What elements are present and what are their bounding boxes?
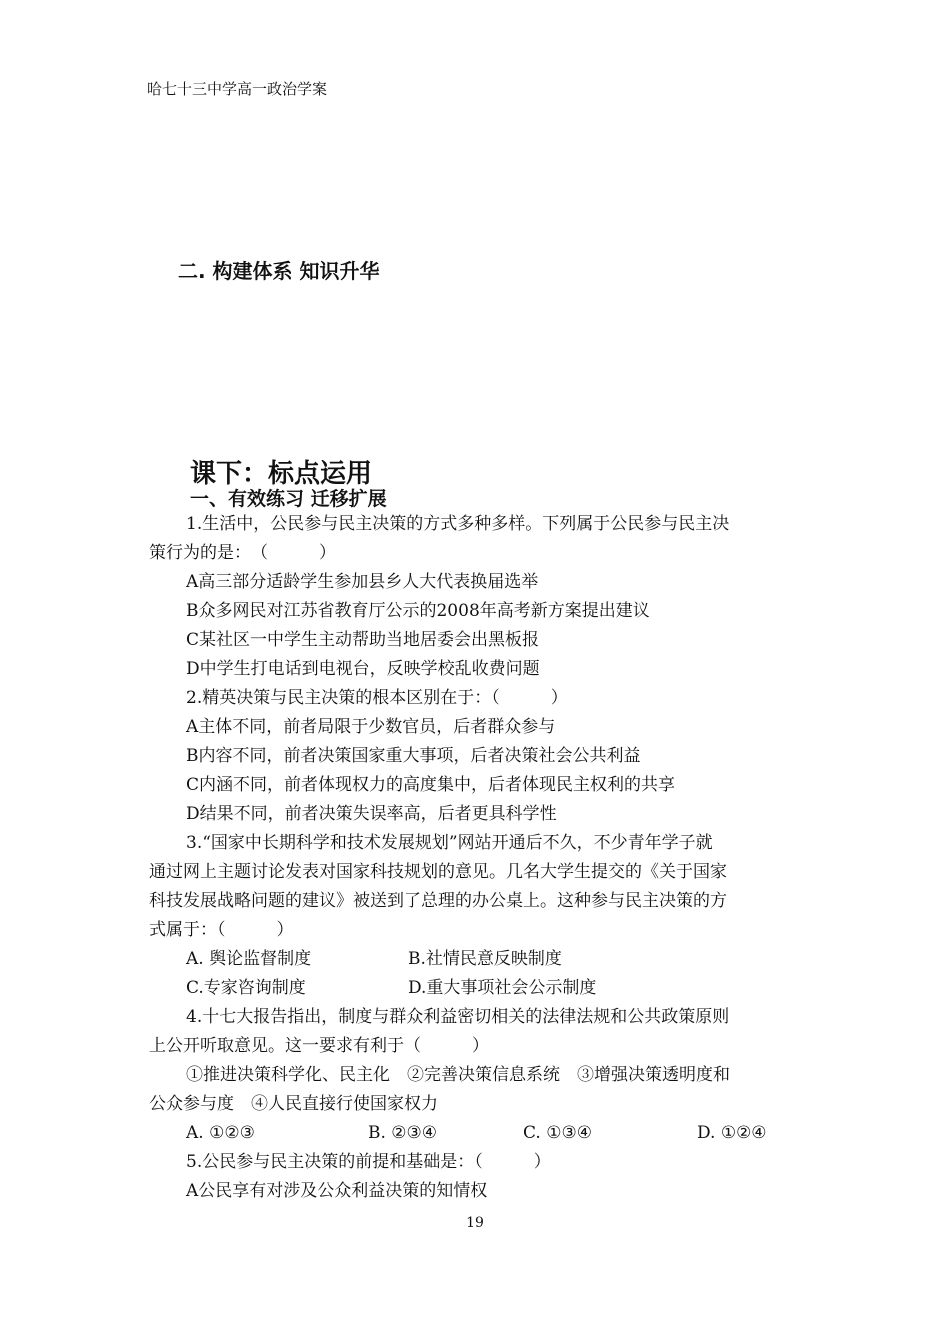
q4-option-d: D. ①②④ [697, 1123, 767, 1143]
q4-stem-line1: 4.十七大报告指出，制度与群众利益密切相关的法律法规和公共政策原则 [186, 1007, 730, 1027]
q2-stem: 2.精英决策与民主决策的根本区别在于：（ ） [186, 688, 568, 708]
q1-stem-line2: 策行为的是： （ ） [149, 543, 336, 563]
q1-option-c: C某社区一中学生主动帮助当地居委会出黑板报 [186, 630, 540, 650]
q3-option-d: D.重大事项社会公示制度 [408, 978, 597, 998]
q3-option-c: C.专家咨询制度 [186, 978, 306, 998]
page-number: 19 [466, 1215, 484, 1231]
q3-option-a: A. 舆论监督制度 [186, 949, 312, 969]
q4-option-c: C. ①③④ [523, 1123, 592, 1143]
q4-stem-line4: 公众参与度 ④人民直接行使国家权力 [149, 1094, 438, 1114]
q2-option-a: A主体不同，前者局限于少数官员，后者群众参与 [186, 717, 556, 737]
q5-stem: 5.公民参与民主决策的前提和基础是：（ ） [186, 1152, 551, 1172]
q4-option-b: B. ②③④ [368, 1123, 438, 1143]
q1-option-d: D中学生打电话到电视台，反映学校乱收费问题 [186, 659, 540, 679]
page-header: 哈七十三中学高一政治学案 [147, 80, 328, 98]
q5-option-a: A公民享有对涉及公众利益决策的知情权 [186, 1181, 488, 1201]
q4-option-a: A. ①②③ [186, 1123, 255, 1143]
q2-option-b: B内容不同，前者决策国家重大事项，后者决策社会公共利益 [186, 746, 641, 766]
q3-stem-line2: 通过网上主题讨论发表对国家科技规划的意见。几名大学生提交的《关于国家 [149, 862, 727, 882]
q2-option-c: C内涵不同，前者体现权力的高度集中，后者体现民主权利的共享 [186, 775, 676, 795]
q3-stem-line1: 3.“国家中长期科学和技术发展规划”网站开通后不久，不少青年学子就 [186, 833, 713, 853]
q3-option-b: B.社情民意反映制度 [408, 949, 562, 969]
q1-option-b: B众多网民对江苏省教育厅公示的2008年高考新方案提出建议 [186, 601, 650, 621]
q3-stem-line3: 科技发展战略问题的建议》被送到了总理的办公桌上。这种参与民主决策的方 [149, 891, 727, 911]
section-2-title: 二. 构建体系 知识升华 [178, 259, 380, 283]
section-1-title: 一、有效练习 迁移扩展 [190, 488, 387, 510]
q4-stem-line2: 上公开听取意见。这一要求有利于（ ） [149, 1036, 489, 1056]
q1-option-a: A高三部分适龄学生参加县乡人大代表换届选举 [186, 572, 539, 592]
lesson-title: 课下：标点运用 [190, 459, 373, 489]
q1-stem-line1: 1.生活中，公民参与民主决策的方式多种多样。下列属于公民参与民主决 [186, 514, 730, 534]
q4-stem-line3: ①推进决策科学化、民主化 ②完善决策信息系统 ③增强决策透明度和 [186, 1065, 730, 1085]
q2-option-d: D结果不同，前者决策失误率高，后者更具科学性 [186, 804, 557, 824]
q3-stem-line4: 式属于：（ ） [149, 920, 294, 940]
